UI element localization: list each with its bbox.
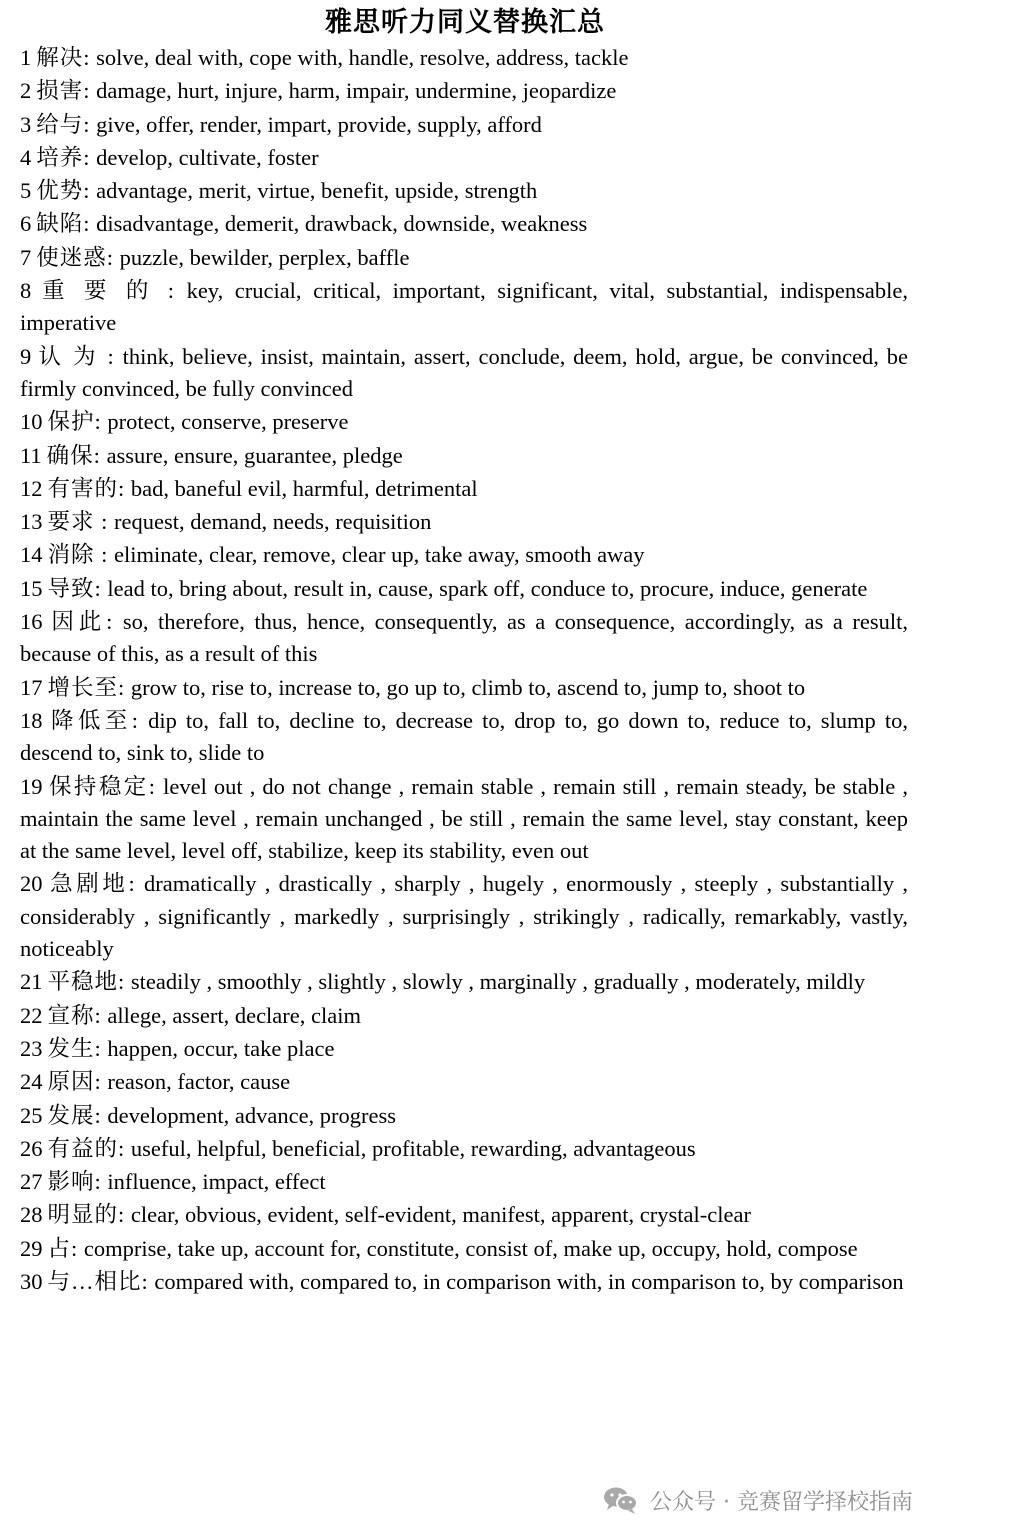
synonym-entry: 19 保持稳定: level out , do not change , remain stable , remain still , remain steady, be stable , maintain the same level , remain unchanged , be still , remain the same level, stay constant, keep at the same level, level off, stabilize, keep its stability, even out <box>20 773 908 864</box>
entry-words: think, believe, insist, maintain, assert, conclude, deem, hold, argue, be convinced, be firmly convinced, be fully convinced <box>20 343 908 401</box>
entry-term: 有害的: <box>47 475 126 501</box>
synonym-entry: 13 要求 : request, demand, needs, requisition <box>20 509 432 535</box>
synonym-entry: 28 明显的: clear, obvious, evident, self-evident, manifest, apparent, crystal-clear <box>20 1202 751 1228</box>
entry-words: so, therefore, thus, hence, consequently, as a consequence, accordingly, as a result, because of this, as a result of this <box>20 609 908 667</box>
entry-words: clear, obvious, evident, self-evident, manifest, apparent, crystal-clear <box>125 1202 751 1228</box>
entry-term: 缺陷: <box>36 211 91 237</box>
watermark-text: 公众号 · 竞赛留学择校指南 <box>650 1489 913 1515</box>
entry-words: puzzle, bewilder, perplex, baffle <box>114 244 410 270</box>
entry-words: bad, baneful evil, harmful, detrimental <box>125 475 478 501</box>
entry-term: 占: <box>47 1235 79 1261</box>
entry-words: key, crucial, critical, important, significant, vital, substantial, indispensable, imperative <box>20 278 908 336</box>
entry-term: 重 要 的 : <box>36 278 176 304</box>
synonym-entry: 27 影响: influence, impact, effect <box>20 1169 326 1195</box>
entry-words: damage, hurt, injure, harm, impair, undermine, jeopardize <box>90 78 617 104</box>
entry-words: assure, ensure, guarantee, pledge <box>100 442 403 468</box>
synonym-entry: 29 占: comprise, take up, account for, constitute, consist of, make up, occupy, hold, compose <box>20 1235 858 1261</box>
entry-term: 因此: <box>47 609 114 635</box>
entry-words: comprise, take up, account for, constitute, consist of, make up, occupy, hold, compose <box>78 1235 858 1261</box>
synonym-entry: 5 优势: advantage, merit, virtue, benefit, upside, strength <box>20 178 538 204</box>
synonym-entry: 21 平稳地: steadily , smoothly , slightly , slowly , marginally , gradually , moderately, mildly <box>20 969 866 995</box>
entry-term: 影响: <box>47 1169 102 1195</box>
synonym-entry: 10 保护: protect, conserve, preserve <box>20 409 349 435</box>
entry-term: 消除 : <box>47 542 109 568</box>
synonym-list <box>20 42 908 1298</box>
entry-words: reason, factor, cause <box>101 1069 291 1095</box>
entry-words: dramatically , drastically , sharply , hugely , enormously , steeply , substantially , considerably , significantly , markedly , surprisingly , strikingly , radically, remarkably, vastly, noticeably <box>20 871 908 962</box>
entry-words: allege, assert, declare, claim <box>101 1002 361 1028</box>
entry-words: solve, deal with, cope with, handle, resolve, address, tackle <box>90 45 629 70</box>
watermark-footer <box>602 1482 913 1518</box>
entry-term: 导致: <box>47 575 102 601</box>
synonym-entry: 3 给与: give, offer, render, impart, provide, supply, afford <box>20 111 542 137</box>
entry-term: 培养: <box>36 144 91 170</box>
entry-words: happen, occur, take place <box>101 1035 335 1061</box>
entry-term: 急剧地: <box>47 871 136 897</box>
entry-words: advantage, merit, virtue, benefit, upside, strength <box>90 178 538 204</box>
entry-term: 平稳地: <box>47 969 126 995</box>
synonym-entry: 15 导致: lead to, bring about, result in, cause, spark off, conduce to, procure, induce, generate <box>20 575 868 601</box>
synonym-entry: 26 有益的: useful, helpful, beneficial, profitable, rewarding, advantageous <box>20 1135 696 1161</box>
synonym-entry: 18 降低至: dip to, fall to, decline to, decrease to, drop to, go down to, reduce to, slump to, descend to, sink to, slide to <box>20 707 908 766</box>
entry-words: steadily , smoothly , slightly , slowly , marginally , gradually , moderately, mildly <box>125 969 866 995</box>
entry-words: protect, conserve, preserve <box>101 409 349 435</box>
entry-words: disadvantage, demerit, drawback, downside, weakness <box>90 211 588 237</box>
document-title: 雅思听力同义替换汇总 <box>325 7 605 37</box>
synonym-entry: 8 重 要 的 : key, crucial, critical, important, significant, vital, substantial, indispensable, imperative <box>20 278 908 336</box>
synonym-entry: 22 宣称: allege, assert, declare, claim <box>20 1002 361 1028</box>
entry-term: 增长至: <box>47 674 126 700</box>
wechat-icon <box>602 1485 640 1515</box>
entry-words: request, demand, needs, requisition <box>108 509 432 535</box>
synonym-entry: 14 消除 : eliminate, clear, remove, clear up, take away, smooth away <box>20 542 645 568</box>
entry-term: 给与: <box>36 111 91 137</box>
synonym-entry: 23 发生: happen, occur, take place <box>20 1035 335 1061</box>
entry-term: 要求 : <box>47 509 109 535</box>
entry-term: 发展: <box>47 1102 102 1128</box>
entry-words: dip to, fall to, decline to, decrease to, drop to, go down to, reduce to, slump to, descend to, sink to, slide to <box>20 707 908 766</box>
synonym-entry: 11 确保: assure, ensure, guarantee, pledge <box>20 442 403 468</box>
entry-term: 认 为 : <box>36 343 115 369</box>
synonym-entry: 7 使迷惑: puzzle, bewilder, perplex, baffle <box>20 244 410 270</box>
entry-words: give, offer, render, impart, provide, supply, afford <box>90 111 542 137</box>
synonym-entry: 12 有害的: bad, baneful evil, harmful, detrimental <box>20 475 478 501</box>
synonym-entry: 16 因此: so, therefore, thus, hence, consequently, as a consequence, accordingly, as a result, because of this, as a result of this <box>20 609 908 667</box>
entry-words: develop, cultivate, foster <box>90 144 319 170</box>
entry-term: 使迷惑: <box>36 244 115 270</box>
entry-words: development, advance, progress <box>101 1102 397 1128</box>
synonym-entry: 2 损害: damage, hurt, injure, harm, impair, undermine, jeopardize <box>20 78 617 104</box>
entry-term: 保护: <box>47 409 102 435</box>
entry-term: 原因: <box>47 1069 102 1095</box>
entry-term: 优势: <box>36 178 91 204</box>
entry-term: 降低至: <box>47 707 140 733</box>
entry-term: 明显的: <box>47 1202 126 1228</box>
entry-term: 与…相比: <box>47 1268 149 1294</box>
synonym-entry: 9 认 为 : think, believe, insist, maintain, assert, conclude, deem, hold, argue, be convinced, be firmly convinced, be fully convinced <box>20 343 908 401</box>
synonym-entry: 6 缺陷: disadvantage, demerit, drawback, downside, weakness <box>20 211 588 237</box>
entry-term: 解决: <box>36 45 91 70</box>
entry-words: useful, helpful, beneficial, profitable, rewarding, advantageous <box>125 1135 696 1161</box>
synonym-entry: 30 与…相比: compared with, compared to, in comparison with, in comparison to, by comparison <box>20 1268 904 1294</box>
entry-words: lead to, bring about, result in, cause, spark off, conduce to, procure, induce, generate <box>101 575 868 601</box>
entry-term: 保持稳定: <box>47 773 157 799</box>
synonym-entry: 24 原因: reason, factor, cause <box>20 1069 291 1095</box>
entry-words: influence, impact, effect <box>101 1169 326 1195</box>
synonym-entry: 4 培养: develop, cultivate, foster <box>20 144 319 170</box>
entry-words: level out , do not change , remain stable , remain still , remain steady, be stable , maintain the same level , remain unchanged , be still , remain the same level, stay constant, keep at the same level, level off, stabilize, keep its stability, even out <box>20 773 908 864</box>
entry-term: 确保: <box>46 442 101 468</box>
synonym-entry: 25 发展: development, advance, progress <box>20 1102 397 1128</box>
entry-words: grow to, rise to, increase to, go up to, climb to, ascend to, jump to, shoot to <box>125 674 806 700</box>
synonym-entry: 1 解决: solve, deal with, cope with, handle, resolve, address, tackle <box>20 45 629 70</box>
entry-term: 发生: <box>47 1035 102 1061</box>
synonym-entry: 17 增长至: grow to, rise to, increase to, go up to, climb to, ascend to, jump to, shoot to <box>20 674 806 700</box>
synonym-entry: 20 急剧地: dramatically , drastically , sharply , hugely , enormously , steeply , substantially , considerably , significantly , markedly , surprisingly , strikingly , radically, remarkably, vastly, noticeably <box>20 871 908 962</box>
entry-words: compared with, compared to, in comparison with, in comparison to, by comparison <box>148 1268 904 1294</box>
entry-words: eliminate, clear, remove, clear up, take away, smooth away <box>108 542 645 568</box>
entry-term: 损害: <box>36 78 91 104</box>
entry-term: 宣称: <box>47 1002 102 1028</box>
entry-term: 有益的: <box>47 1135 126 1161</box>
